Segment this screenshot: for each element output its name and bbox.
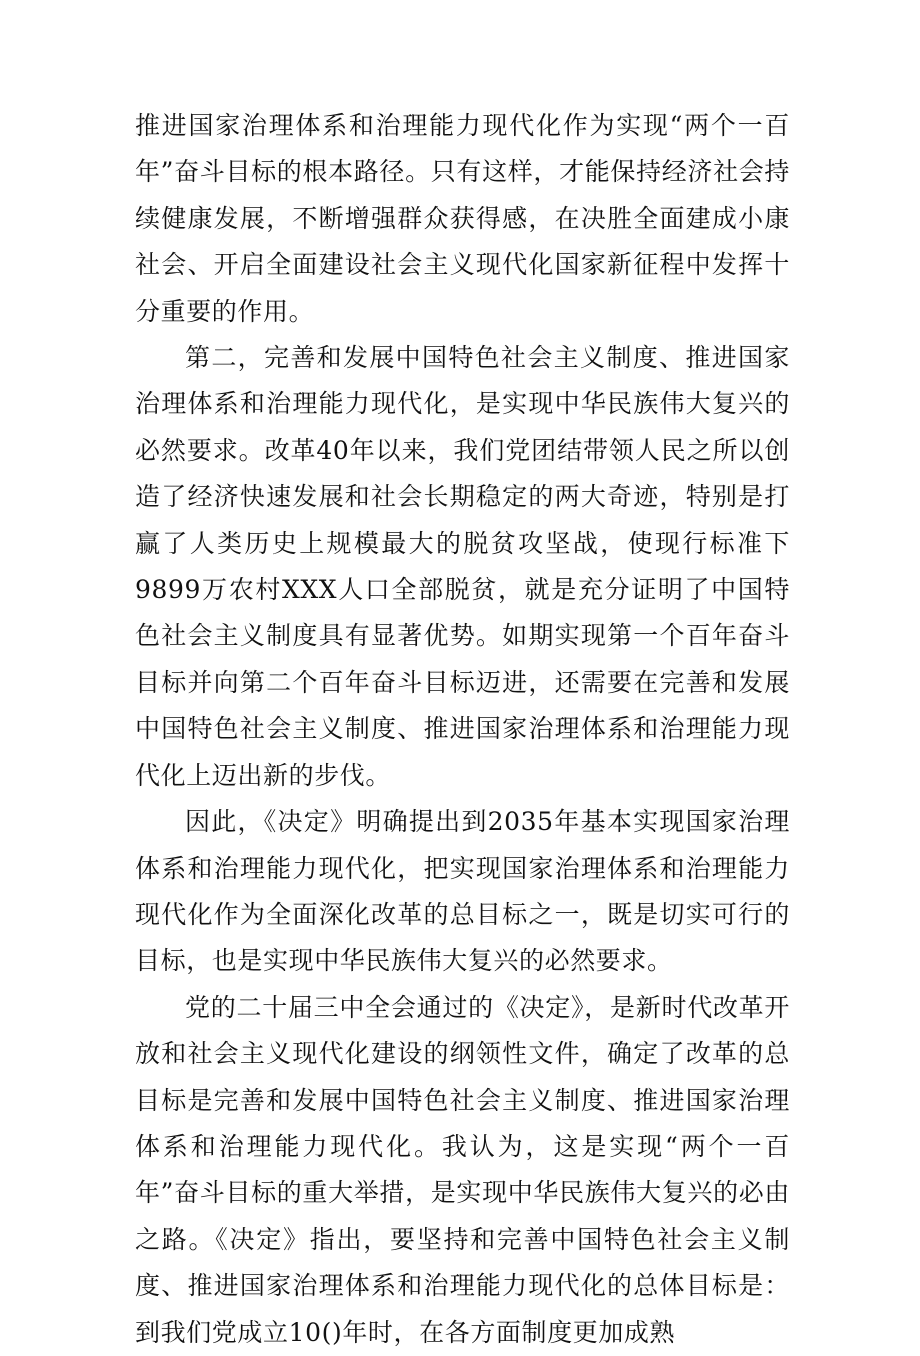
paragraph-3: 因此，《决定》明确提出到2035年基本实现国家治理体系和治理能力现代化，把实现国家治理体系和治理能力现代化作为全面深化改革的总目标之一，既是切实可行的目标，也是实现中华民族伟大复兴的必然要求。	[135, 807, 790, 976]
paragraph-4: 党的二十届三中全会通过的《决定》，是新时代改革开放和社会主义现代化建设的纲领性文件，确定了改革的总目标是完善和发展中国特色社会主义制度、推进国家治理体系和治理能力现代化。我认为，这是实现“两个一百年”奋斗目标的重大举措，是实现中华民族伟大复兴的必由之路。《决定》指出，要坚持和完善中国特色社会主义制度、推进国家治理体系和治理能力现代化的总体目标是：到我们党成立10()年时，在各方面制度更加成熟	[135, 992, 790, 1347]
paragraph-1: 推进国家治理体系和治理能力现代化作为实现“两个一百年”奋斗目标的根本路径。只有这样，才能保持经济社会持续健康发展，不断增强群众获得感，在决胜全面建成小康社会、开启全面建设社会主义现代化国家新征程中发挥十分重要的作用。	[135, 111, 790, 326]
document-body	[135, 103, 790, 1356]
paragraph-2: 第二，完善和发展中国特色社会主义制度、推进国家治理体系和治理能力现代化，是实现中华民族伟大复兴的必然要求。改革40年以来，我们党团结带领人民之所以创造了经济快速发展和社会长期稳定的两大奇迹，特别是打赢了人类历史上规模最大的脱贫攻坚战，使现行标准下9899万农村XXX人口全部脱贫，就是充分证明了中国特色社会主义制度具有显著优势。如期实现第一个百年奋斗目标并向第二个百年奋斗目标迈进，还需要在完善和发展中国特色社会主义制度、推进国家治理体系和治理能力现代化上迈出新的步伐。	[135, 343, 790, 790]
